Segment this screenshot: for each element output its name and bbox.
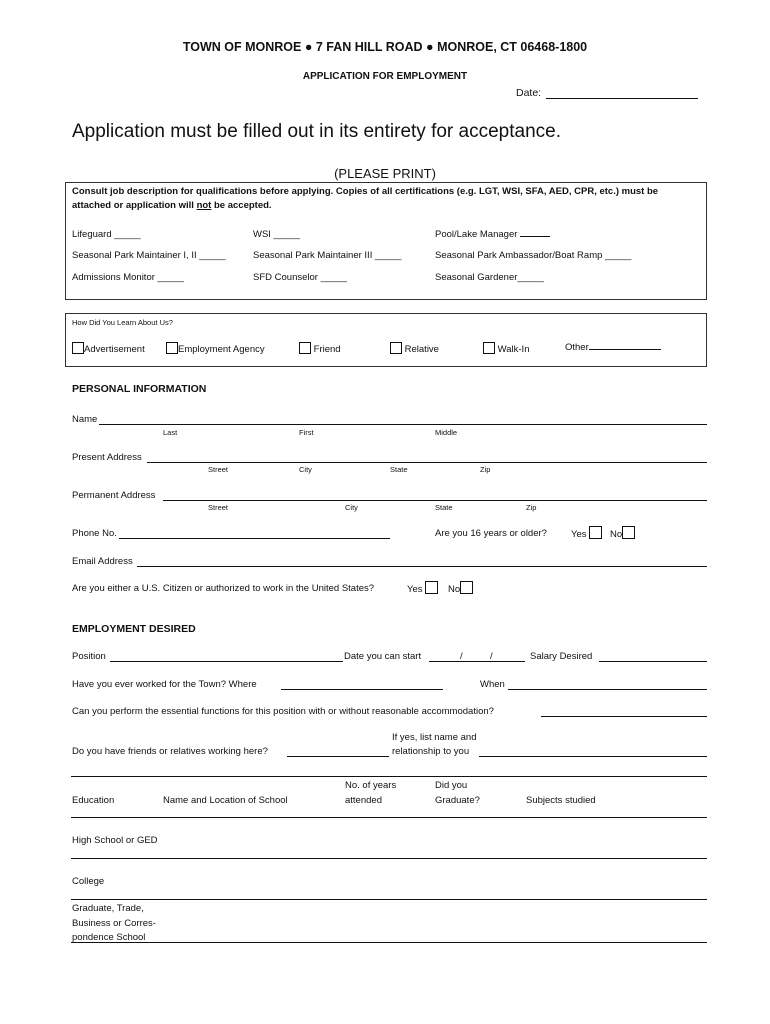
position-field[interactable] — [110, 661, 343, 662]
row-college[interactable]: College — [72, 876, 105, 887]
age-no-checkbox[interactable] — [622, 526, 635, 539]
date-field[interactable] — [546, 98, 698, 99]
form-title: APPLICATION FOR EMPLOYMENT — [302, 71, 468, 82]
row-high-school-rule — [71, 858, 707, 859]
phone-field[interactable] — [119, 538, 390, 539]
position-seasonal-gardener[interactable]: Seasonal Gardener_____ — [435, 272, 544, 283]
name-sub-first: First — [299, 428, 314, 437]
option-friend[interactable]: Friend — [299, 342, 341, 355]
org-title: TOWN OF MONROE ● 7 FAN HILL ROAD ● MONROE, CT 06468-1800 — [182, 40, 588, 54]
position-admissions-monitor[interactable]: Admissions Monitor _____ — [72, 272, 184, 283]
permanent-address-field[interactable] — [163, 500, 707, 501]
if-yes-line2: relationship to you — [392, 746, 470, 757]
name-sub-middle: Middle — [435, 428, 458, 437]
name-sub-last: Last — [163, 428, 178, 437]
row-graduate-line2[interactable]: Business or Corres- — [72, 918, 156, 929]
permanent-sub-city: City — [345, 503, 358, 512]
when-field[interactable] — [508, 689, 707, 690]
please-print: (PLEASE PRINT) — [334, 166, 436, 181]
checkbox-friend[interactable] — [299, 342, 311, 354]
col-subjects: Subjects studied — [526, 795, 596, 806]
age-question: Are you 16 years or older? — [435, 528, 547, 539]
permanent-address-label: Permanent Address — [72, 490, 156, 501]
citizen-no-checkbox[interactable] — [460, 581, 473, 594]
salary-label: Salary Desired — [530, 651, 593, 662]
present-sub-street: Street — [208, 465, 229, 474]
email-label: Email Address — [72, 556, 133, 567]
position-park-maintainer-3[interactable]: Seasonal Park Maintainer III _____ — [253, 250, 402, 261]
consult-text-line2: attached or application will not be accepted. — [72, 200, 272, 211]
present-sub-zip: Zip — [480, 465, 491, 474]
citizen-yes[interactable]: Yes — [407, 581, 438, 595]
worked-where-field[interactable] — [281, 689, 443, 690]
start-date-field[interactable] — [429, 661, 525, 662]
friends-question: Do you have friends or relatives working here? — [72, 746, 268, 757]
col-grad-line1: Did you — [435, 780, 468, 791]
citizen-question: Are you either a U.S. Citizen or authorized to work in the United States? — [72, 583, 375, 594]
permanent-sub-street: Street — [208, 503, 229, 512]
name-label: Name — [72, 414, 98, 425]
friends-field[interactable] — [287, 756, 389, 757]
option-walk-in[interactable]: Walk-In — [483, 342, 530, 355]
col-years-line2: attended — [345, 795, 382, 806]
essential-question: Can you perform the essential functions for this position with or without reasonable accommodation? — [72, 706, 494, 717]
option-advertisement[interactable]: Advertisement — [72, 342, 145, 355]
date-label: Date: — [516, 87, 542, 99]
if-yes-line1: If yes, list name and — [392, 732, 477, 743]
name-field[interactable] — [99, 424, 707, 425]
col-education: Education — [72, 795, 115, 806]
relationship-field[interactable] — [479, 756, 707, 757]
option-other[interactable]: Other — [565, 342, 661, 353]
consult-text-line1: Consult job description for qualifications before applying. Copies of all certifications (e.g. LGT, WSI, SFA, AED, CPR, etc.) must be — [72, 186, 659, 197]
employment-heading: EMPLOYMENT DESIRED — [72, 623, 196, 635]
checkbox-walk-in[interactable] — [483, 342, 495, 354]
present-address-label: Present Address — [72, 452, 142, 463]
position-lifeguard[interactable]: Lifeguard _____ — [72, 229, 141, 240]
age-yes[interactable]: Yes — [571, 526, 602, 540]
col-school-name: Name and Location of School — [163, 795, 288, 806]
essential-field[interactable] — [541, 716, 707, 717]
option-relative[interactable]: Relative — [390, 342, 439, 355]
checkbox-relative[interactable] — [390, 342, 402, 354]
worked-question: Have you ever worked for the Town? Where — [72, 679, 257, 690]
position-wsi[interactable]: WSI _____ — [253, 229, 300, 240]
position-label: Position — [72, 651, 106, 662]
row-graduate-rule — [71, 942, 707, 943]
present-sub-state: State — [390, 465, 408, 474]
checkbox-advertisement[interactable] — [72, 342, 84, 354]
personal-heading: PERSONAL INFORMATION — [72, 383, 207, 395]
citizen-no[interactable]: No — [448, 581, 473, 595]
age-yes-checkbox[interactable] — [589, 526, 602, 539]
checkbox-employment-agency[interactable] — [166, 342, 178, 354]
position-park-maintainer-1-2[interactable]: Seasonal Park Maintainer I, II _____ — [72, 250, 226, 261]
col-years-line1: No. of years — [345, 780, 397, 791]
present-address-field[interactable] — [147, 462, 707, 463]
permanent-sub-state: State — [435, 503, 453, 512]
position-pool-lake-manager[interactable]: Pool/Lake Manager — [435, 229, 550, 240]
age-no[interactable]: No — [610, 526, 635, 540]
consult-not: not — [196, 200, 212, 211]
education-top-rule — [71, 776, 707, 777]
position-sfd-counselor[interactable]: SFD Counselor _____ — [253, 272, 347, 283]
notice-headline: Application must be filled out in its entirety for acceptance. — [72, 121, 561, 142]
citizen-yes-checkbox[interactable] — [425, 581, 438, 594]
row-graduate-line3[interactable]: pondence School — [72, 932, 146, 943]
row-college-rule — [71, 899, 707, 900]
row-high-school[interactable]: High School or GED — [72, 835, 158, 846]
permanent-sub-zip: Zip — [526, 503, 537, 512]
option-employment-agency[interactable]: Employment Agency — [166, 342, 265, 355]
when-label: When — [480, 679, 505, 690]
row-graduate-line1[interactable]: Graduate, Trade, — [72, 903, 144, 914]
email-field[interactable] — [137, 566, 707, 567]
salary-field[interactable] — [599, 661, 707, 662]
col-grad-line2: Graduate? — [435, 795, 480, 806]
education-header-rule — [71, 817, 707, 818]
start-date-label: Date you can start — [344, 651, 422, 662]
phone-label: Phone No. — [72, 528, 117, 539]
position-park-ambassador[interactable]: Seasonal Park Ambassador/Boat Ramp _____ — [435, 250, 632, 261]
present-sub-city: City — [299, 465, 312, 474]
learn-question: How Did You Learn About Us? — [72, 318, 173, 327]
